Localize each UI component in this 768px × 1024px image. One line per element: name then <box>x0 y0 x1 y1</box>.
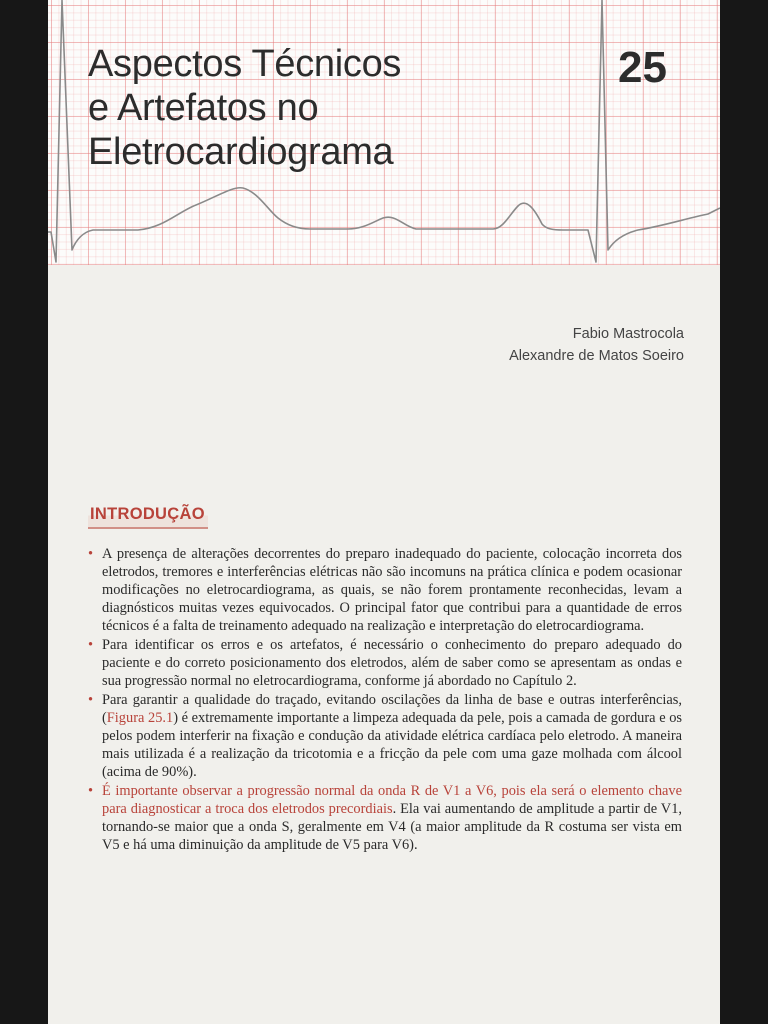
bullet-item <box>88 545 682 635</box>
bullet-text: A presença de alterações decorrentes do preparo inadequado do paciente, colocação incorreta dos eletrodos, tremores e interferências elétricas não são incomuns na prática clínica e podem ocasionar modificações no eletrocardiograma, as quais, se não forem prontamente reconhecidas, levam a diagnósticos muitas vezes equivocados. O principal fator que contribui para a quantidade de erros técnicos é a falta de treinamento adequado na realização e interpretação do eletrocardiograma. <box>102 546 682 634</box>
chapter-title <box>88 42 401 174</box>
highlighted-text: É importante observar a progressão normal da onda R de V1 a V6, pois ela será o elemento chave para diagnosticar a troca dos eletrodos precordiais <box>102 783 682 817</box>
author-list <box>509 323 684 367</box>
bullet-list <box>88 545 682 855</box>
bullet-item <box>88 691 682 781</box>
chapter-header <box>48 0 720 265</box>
author-name: Alexandre de Matos Soeiro <box>509 348 684 364</box>
bullet-text: Para identificar os erros e os artefatos, é necessário o conhecimento do preparo adequado do paciente e do correto posicionamento dos eletrodos, além de saber como se apresentam as ondas e sua progressão normal no eletrocardiograma, conforme já abordado no Capítulo 2. <box>102 637 682 689</box>
bullet-item <box>88 782 682 854</box>
bullet-text: ) é extremamente importante a limpeza adequada da pele, pois a camada de gordura e os pelos podem interferir na fixação e condução da atividade elétrica cardíaca pelo eletrodo. A maneira mais utilizada é a realização da tricotomia e a fricção da pele com uma gaze molhada com álcool (acima de 90%). <box>102 710 683 780</box>
figure-reference-link[interactable]: Figura 25.1 <box>106 710 174 726</box>
bullet-item <box>88 636 682 690</box>
chapter-number: 25 <box>618 43 667 92</box>
bullet-text: Para garantir a qualidade do traçado, evitando oscilações da linha de base e outras interferências, ( <box>102 692 682 726</box>
chapter-title-line: e Artefatos no <box>88 87 319 129</box>
section-heading: INTRODUÇÃO <box>88 502 208 529</box>
chapter-title-line: Eletrocardiograma <box>88 131 394 173</box>
chapter-title-line: Aspectos Técnicos <box>88 43 402 85</box>
author-name: Fabio Mastrocola <box>572 326 684 342</box>
bullet-text: . Ela vai aumentando de amplitude a partir de V1, tornando-se maior que a onda S, geralmente em V4 (a maior amplitude da R costuma ser vista em V5 e há uma diminuição da amplitude de V5 para V6). <box>102 801 682 853</box>
book-page <box>48 0 720 1024</box>
